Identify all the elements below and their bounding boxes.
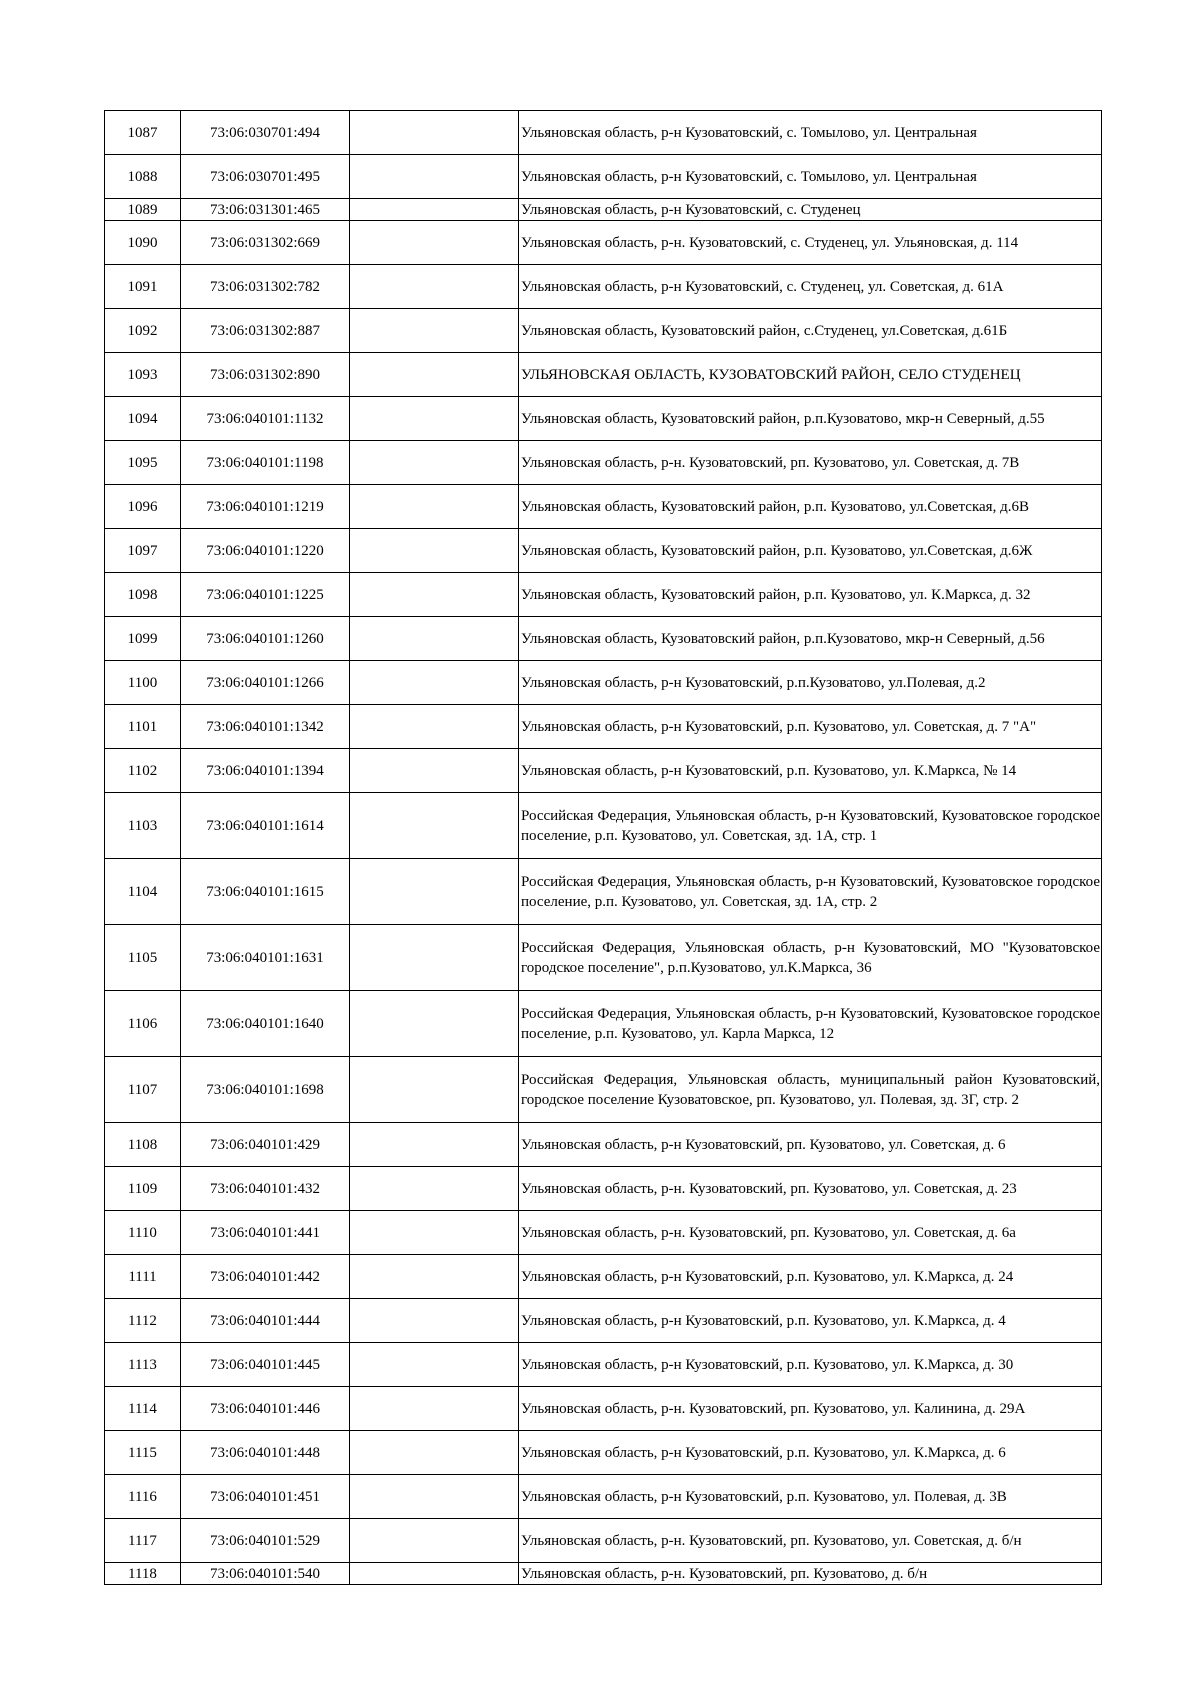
empty-cell xyxy=(350,397,519,441)
address-cell: Ульяновская область, р-н. Кузоватовский, рп. Кузоватово, д. б/н xyxy=(519,1563,1102,1585)
cadastral-number-cell: 73:06:031302:669 xyxy=(181,221,350,265)
row-number-cell: 1095 xyxy=(105,441,181,485)
address-cell: Ульяновская область, р-н Кузоватовский, р.п. Кузоватово, ул. К.Маркса, № 14 xyxy=(519,749,1102,793)
address-cell: Ульяновская область, р-н. Кузоватовский, рп. Кузоватово, ул. Советская, д. 6а xyxy=(519,1211,1102,1255)
address-cell: Ульяновская область, р-н. Кузоватовский, рп. Кузоватово, ул. Советская, д. 7В xyxy=(519,441,1102,485)
table-row xyxy=(105,1299,1102,1343)
address-cell: Ульяновская область, Кузоватовский район, р.п.Кузоватово, мкр-н Северный, д.56 xyxy=(519,617,1102,661)
cadastral-number-cell: 73:06:031301:465 xyxy=(181,199,350,221)
table-row xyxy=(105,859,1102,925)
table-row xyxy=(105,705,1102,749)
table-row xyxy=(105,441,1102,485)
empty-cell xyxy=(350,221,519,265)
address-cell: Ульяновская область, р-н Кузоватовский, р.п. Кузоватово, ул. К.Маркса, д. 24 xyxy=(519,1255,1102,1299)
row-number-cell: 1105 xyxy=(105,925,181,991)
empty-cell xyxy=(350,485,519,529)
row-number-cell: 1097 xyxy=(105,529,181,573)
table-row xyxy=(105,1475,1102,1519)
cadastral-number-cell: 73:06:040101:442 xyxy=(181,1255,350,1299)
cadastral-number-cell: 73:06:040101:1198 xyxy=(181,441,350,485)
address-cell: Ульяновская область, р-н Кузоватовский, р.п. Кузоватово, ул. К.Маркса, д. 4 xyxy=(519,1299,1102,1343)
row-number-cell: 1096 xyxy=(105,485,181,529)
empty-cell xyxy=(350,1057,519,1123)
cadastral-number-cell: 73:06:040101:1640 xyxy=(181,991,350,1057)
cadastral-number-cell: 73:06:040101:1631 xyxy=(181,925,350,991)
table-row xyxy=(105,1431,1102,1475)
empty-cell xyxy=(350,859,519,925)
cadastral-number-cell: 73:06:040101:432 xyxy=(181,1167,350,1211)
cadastral-number-cell: 73:06:040101:540 xyxy=(181,1563,350,1585)
cadastral-number-cell: 73:06:040101:451 xyxy=(181,1475,350,1519)
row-number-cell: 1090 xyxy=(105,221,181,265)
table-row xyxy=(105,1057,1102,1123)
row-number-cell: 1103 xyxy=(105,793,181,859)
empty-cell xyxy=(350,199,519,221)
cadastral-number-cell: 73:06:040101:445 xyxy=(181,1343,350,1387)
cadastral-number-cell: 73:06:040101:444 xyxy=(181,1299,350,1343)
cadastral-number-cell: 73:06:040101:1614 xyxy=(181,793,350,859)
row-number-cell: 1098 xyxy=(105,573,181,617)
row-number-cell: 1115 xyxy=(105,1431,181,1475)
table-row xyxy=(105,1343,1102,1387)
row-number-cell: 1108 xyxy=(105,1123,181,1167)
empty-cell xyxy=(350,573,519,617)
table-row xyxy=(105,1563,1102,1585)
empty-cell xyxy=(350,155,519,199)
cadastral-number-cell: 73:06:040101:448 xyxy=(181,1431,350,1475)
empty-cell xyxy=(350,529,519,573)
table-row xyxy=(105,529,1102,573)
address-cell: Ульяновская область, р-н. Кузоватовский, с. Студенец, ул. Ульяновская, д. 114 xyxy=(519,221,1102,265)
cadastral-registry-table xyxy=(104,110,1102,1585)
address-cell: Ульяновская область, р-н Кузоватовский, р.п. Кузоватово, ул. К.Маркса, д. 6 xyxy=(519,1431,1102,1475)
table-row xyxy=(105,1255,1102,1299)
row-number-cell: 1088 xyxy=(105,155,181,199)
cadastral-number-cell: 73:06:031302:782 xyxy=(181,265,350,309)
address-cell: Ульяновская область, р-н Кузоватовский, с. Томылово, ул. Центральная xyxy=(519,111,1102,155)
cadastral-number-cell: 73:06:040101:529 xyxy=(181,1519,350,1563)
cadastral-number-cell: 73:06:040101:1266 xyxy=(181,661,350,705)
row-number-cell: 1109 xyxy=(105,1167,181,1211)
cadastral-number-cell: 73:06:031302:887 xyxy=(181,309,350,353)
address-cell: Ульяновская область, р-н Кузоватовский, с. Студенец xyxy=(519,199,1102,221)
cadastral-number-cell: 73:06:040101:1615 xyxy=(181,859,350,925)
cadastral-number-cell: 73:06:040101:1225 xyxy=(181,573,350,617)
address-cell: Ульяновская область, р-н Кузоватовский, р.п.Кузоватово, ул.Полевая, д.2 xyxy=(519,661,1102,705)
table-row xyxy=(105,353,1102,397)
address-cell: Российская Федерация, Ульяновская область, р-н Кузоватовский, Кузоватовское городское поселение, р.п. Кузоватово, ул. Карла Маркса, 12 xyxy=(519,991,1102,1057)
empty-cell xyxy=(350,1299,519,1343)
empty-cell xyxy=(350,1475,519,1519)
table-row xyxy=(105,1387,1102,1431)
table-row xyxy=(105,617,1102,661)
address-cell: Ульяновская область, Кузоватовский район, р.п. Кузоватово, ул.Советская, д.6Ж xyxy=(519,529,1102,573)
empty-cell xyxy=(350,1211,519,1255)
empty-cell xyxy=(350,925,519,991)
row-number-cell: 1107 xyxy=(105,1057,181,1123)
empty-cell xyxy=(350,793,519,859)
table-row xyxy=(105,199,1102,221)
empty-cell xyxy=(350,661,519,705)
table-row xyxy=(105,309,1102,353)
address-cell: УЛЬЯНОВСКАЯ ОБЛАСТЬ, КУЗОВАТОВСКИЙ РАЙОН, СЕЛО СТУДЕНЕЦ xyxy=(519,353,1102,397)
row-number-cell: 1102 xyxy=(105,749,181,793)
empty-cell xyxy=(350,991,519,1057)
table-row xyxy=(105,221,1102,265)
address-cell: Российская Федерация, Ульяновская область, р-н Кузоватовский, Кузоватовское городское поселение, р.п. Кузоватово, ул. Советская, зд. 1А, стр. 2 xyxy=(519,859,1102,925)
table-row xyxy=(105,573,1102,617)
row-number-cell: 1116 xyxy=(105,1475,181,1519)
table-row xyxy=(105,485,1102,529)
cadastral-number-cell: 73:06:030701:494 xyxy=(181,111,350,155)
empty-cell xyxy=(350,353,519,397)
cadastral-number-cell: 73:06:040101:1394 xyxy=(181,749,350,793)
empty-cell xyxy=(350,617,519,661)
empty-cell xyxy=(350,1167,519,1211)
row-number-cell: 1087 xyxy=(105,111,181,155)
address-cell: Ульяновская область, р-н. Кузоватовский, рп. Кузоватово, ул. Калинина, д. 29А xyxy=(519,1387,1102,1431)
empty-cell xyxy=(350,1387,519,1431)
table-row xyxy=(105,397,1102,441)
address-cell: Ульяновская область, Кузоватовский район, с.Студенец, ул.Советская, д.61Б xyxy=(519,309,1102,353)
empty-cell xyxy=(350,705,519,749)
empty-cell xyxy=(350,749,519,793)
address-cell: Ульяновская область, р-н Кузоватовский, р.п. Кузоватово, ул. Полевая, д. 3В xyxy=(519,1475,1102,1519)
cadastral-number-cell: 73:06:040101:1342 xyxy=(181,705,350,749)
address-cell: Ульяновская область, р-н Кузоватовский, с. Студенец, ул. Советская, д. 61А xyxy=(519,265,1102,309)
registry-body xyxy=(105,111,1102,1585)
row-number-cell: 1092 xyxy=(105,309,181,353)
empty-cell xyxy=(350,1563,519,1585)
row-number-cell: 1100 xyxy=(105,661,181,705)
row-number-cell: 1091 xyxy=(105,265,181,309)
row-number-cell: 1099 xyxy=(105,617,181,661)
table-row xyxy=(105,925,1102,991)
address-cell: Ульяновская область, Кузоватовский район, р.п.Кузоватово, мкр-н Северный, д.55 xyxy=(519,397,1102,441)
table-row xyxy=(105,155,1102,199)
address-cell: Ульяновская область, Кузоватовский район, р.п. Кузоватово, ул.Советская, д.6В xyxy=(519,485,1102,529)
cadastral-number-cell: 73:06:040101:1698 xyxy=(181,1057,350,1123)
table-row xyxy=(105,661,1102,705)
table-row xyxy=(105,991,1102,1057)
address-cell: Ульяновская область, Кузоватовский район, р.п. Кузоватово, ул. К.Маркса, д. 32 xyxy=(519,573,1102,617)
row-number-cell: 1104 xyxy=(105,859,181,925)
address-cell: Российская Федерация, Ульяновская область, муниципальный район Кузоватовский, городское поселение Кузоватовское, рп. Кузоватово, ул. Полевая, зд. 3Г, стр. 2 xyxy=(519,1057,1102,1123)
table-row xyxy=(105,749,1102,793)
row-number-cell: 1106 xyxy=(105,991,181,1057)
address-cell: Российская Федерация, Ульяновская область, р-н Кузоватовский, Кузоватовское городское поселение, р.п. Кузоватово, ул. Советская, зд. 1А, стр. 1 xyxy=(519,793,1102,859)
cadastral-number-cell: 73:06:040101:1220 xyxy=(181,529,350,573)
row-number-cell: 1113 xyxy=(105,1343,181,1387)
address-cell: Ульяновская область, р-н. Кузоватовский, рп. Кузоватово, ул. Советская, д. 23 xyxy=(519,1167,1102,1211)
table-row xyxy=(105,1123,1102,1167)
row-number-cell: 1094 xyxy=(105,397,181,441)
cadastral-number-cell: 73:06:040101:1260 xyxy=(181,617,350,661)
empty-cell xyxy=(350,441,519,485)
empty-cell xyxy=(350,265,519,309)
table-row xyxy=(105,111,1102,155)
row-number-cell: 1101 xyxy=(105,705,181,749)
address-cell: Ульяновская область, р-н Кузоватовский, р.п. Кузоватово, ул. Советская, д. 7 "А" xyxy=(519,705,1102,749)
table-row xyxy=(105,793,1102,859)
empty-cell xyxy=(350,1343,519,1387)
table-row xyxy=(105,1519,1102,1563)
address-cell: Ульяновская область, р-н Кузоватовский, рп. Кузоватово, ул. Советская, д. 6 xyxy=(519,1123,1102,1167)
table-row xyxy=(105,265,1102,309)
empty-cell xyxy=(350,1431,519,1475)
row-number-cell: 1117 xyxy=(105,1519,181,1563)
empty-cell xyxy=(350,1255,519,1299)
address-cell: Ульяновская область, р-н Кузоватовский, с. Томылово, ул. Центральная xyxy=(519,155,1102,199)
row-number-cell: 1112 xyxy=(105,1299,181,1343)
row-number-cell: 1089 xyxy=(105,199,181,221)
cadastral-number-cell: 73:06:040101:1219 xyxy=(181,485,350,529)
cadastral-number-cell: 73:06:030701:495 xyxy=(181,155,350,199)
row-number-cell: 1114 xyxy=(105,1387,181,1431)
empty-cell xyxy=(350,309,519,353)
row-number-cell: 1093 xyxy=(105,353,181,397)
table-row xyxy=(105,1167,1102,1211)
row-number-cell: 1118 xyxy=(105,1563,181,1585)
cadastral-number-cell: 73:06:040101:429 xyxy=(181,1123,350,1167)
empty-cell xyxy=(350,1519,519,1563)
address-cell: Ульяновская область, р-н Кузоватовский, р.п. Кузоватово, ул. К.Маркса, д. 30 xyxy=(519,1343,1102,1387)
empty-cell xyxy=(350,1123,519,1167)
cadastral-number-cell: 73:06:031302:890 xyxy=(181,353,350,397)
row-number-cell: 1111 xyxy=(105,1255,181,1299)
row-number-cell: 1110 xyxy=(105,1211,181,1255)
cadastral-number-cell: 73:06:040101:1132 xyxy=(181,397,350,441)
address-cell: Ульяновская область, р-н. Кузоватовский, рп. Кузоватово, ул. Советская, д. б/н xyxy=(519,1519,1102,1563)
empty-cell xyxy=(350,111,519,155)
address-cell: Российская Федерация, Ульяновская область, р-н Кузоватовский, МО "Кузоватовское городское поселение", р.п.Кузоватово, ул.К.Маркса, 36 xyxy=(519,925,1102,991)
cadastral-number-cell: 73:06:040101:446 xyxy=(181,1387,350,1431)
table-row xyxy=(105,1211,1102,1255)
cadastral-number-cell: 73:06:040101:441 xyxy=(181,1211,350,1255)
